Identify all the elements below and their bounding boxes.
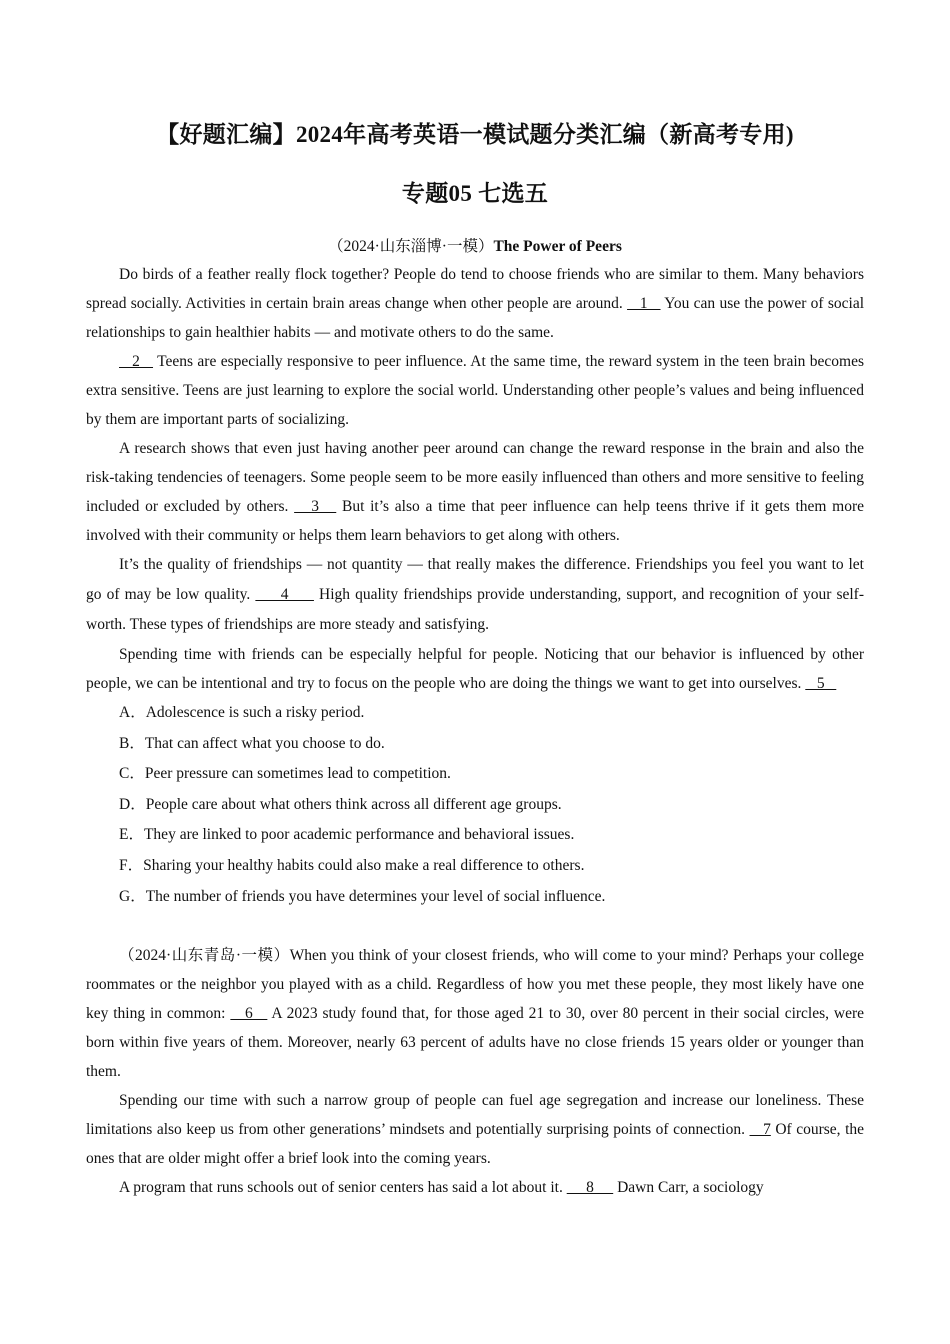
passage1-paragraph-2: 2 Teens are especially responsive to peer influence. At the same time, the reward system in the teen brain becomes extra sensitive. Teens are just learning to explore the social world. Understanding other people’s values and being influenced by them are important parts of socializing. [86, 353, 865, 428]
passage1-paragraph-3: A research shows that even just having another peer around can change the reward response in the brain and also the risk-taking tendencies of teenagers. Some people seem to be more easily influenced than others and more sensitive to feeling included or excluded by others. 3 But it’s also a time that peer influence can help teens thrive if it gets them more involved with their community or helps them learn behaviors to get along with others. [86, 440, 865, 544]
blank-8: 8 [566, 1179, 614, 1197]
document-body [86, 260, 864, 1202]
passage2-paragraph-1: （2024·山东青岛·一模）When you think of your closest friends, who will come to your mind? Perhaps your college roommates or the neighbor you played with as a child. Regardless of how you met these people, they most likely have one key thing in common: 6 A 2023 study found that, for those aged 21 to 30, over 80 percent in their social circles, were born within five years of them. Moreover, nearly 63 percent of adults have no close friends 15 years older or younger than them. [86, 947, 865, 1081]
passage1-paragraph-4: It’s the quality of friendships — not quantity — that really makes the difference. Friendships you feel you want to let go of may be low quality. 4 High quality friendships provide understanding, support, and recognition of your self-worth. These types of friendships are more steady and satisfying. [86, 556, 864, 633]
option-d: D．People care about what others think across all different age groups. [119, 795, 562, 813]
option-a: A．Adolescence is such a risky period. [119, 704, 365, 721]
passage2-source: （2024·山东青岛·一模） [119, 947, 290, 965]
blank-2: 2 [119, 353, 154, 370]
passage2-paragraph-3: A program that runs schools out of senior centers has said a lot about it. 8 Dawn Carr, a sociology [119, 1179, 764, 1197]
section-gap [86, 912, 864, 941]
passage1-source: （2024·山东淄博·一模） [328, 238, 494, 255]
options-list [86, 698, 864, 912]
document-subtitle: 专题05 七选五 [401, 181, 549, 206]
passage2-paragraph-2: Spending our time with such a narrow group of people can fuel age segregation and increase our loneliness. These limitations also keep us from other generations’ mindsets and potentially surprising points of connection. 7 Of course, the ones that are older might offer a brief look into the coming years. [86, 1092, 865, 1168]
option-b: B．That can affect what you choose to do. [119, 734, 385, 752]
blank-5: 5 [805, 675, 837, 692]
option-c: C．Peer pressure can sometimes lead to competition. [119, 765, 451, 783]
option-f: F．Sharing your healthy habits could also make a real difference to others. [119, 856, 585, 874]
blank-7: 7 [749, 1121, 771, 1139]
document-title: 【好题汇编】2024年高考英语一模试题分类汇编（新高考专用) [156, 122, 794, 147]
passage1-paragraph-1: Do birds of a feather really flock together? People do tend to choose friends who are similar to them. Many behaviors spread socially. Activities in certain brain areas change when other people are around. 1 You can use the power of social relationships to gain healthier habits — and motivate others to do the same. [86, 266, 865, 341]
blank-6: 6 [230, 1005, 268, 1023]
passage1-heading [86, 234, 864, 256]
option-e: E．They are linked to poor academic performance and behavioral issues. [119, 826, 575, 844]
blank-1: 1 [627, 295, 661, 312]
option-g: G．The number of friends you have determines your level of social influence. [119, 887, 606, 905]
blank-4: 4 [255, 586, 314, 603]
passage1-paragraph-5: Spending time with friends can be especially helpful for people. Noticing that our behavior is influenced by other people, we can be intentional and try to focus on the people who are doing the things we want to get into ourselves. 5 [86, 646, 864, 692]
passage1-title: The Power of Peers [493, 238, 622, 255]
blank-3: 3 [294, 498, 337, 515]
